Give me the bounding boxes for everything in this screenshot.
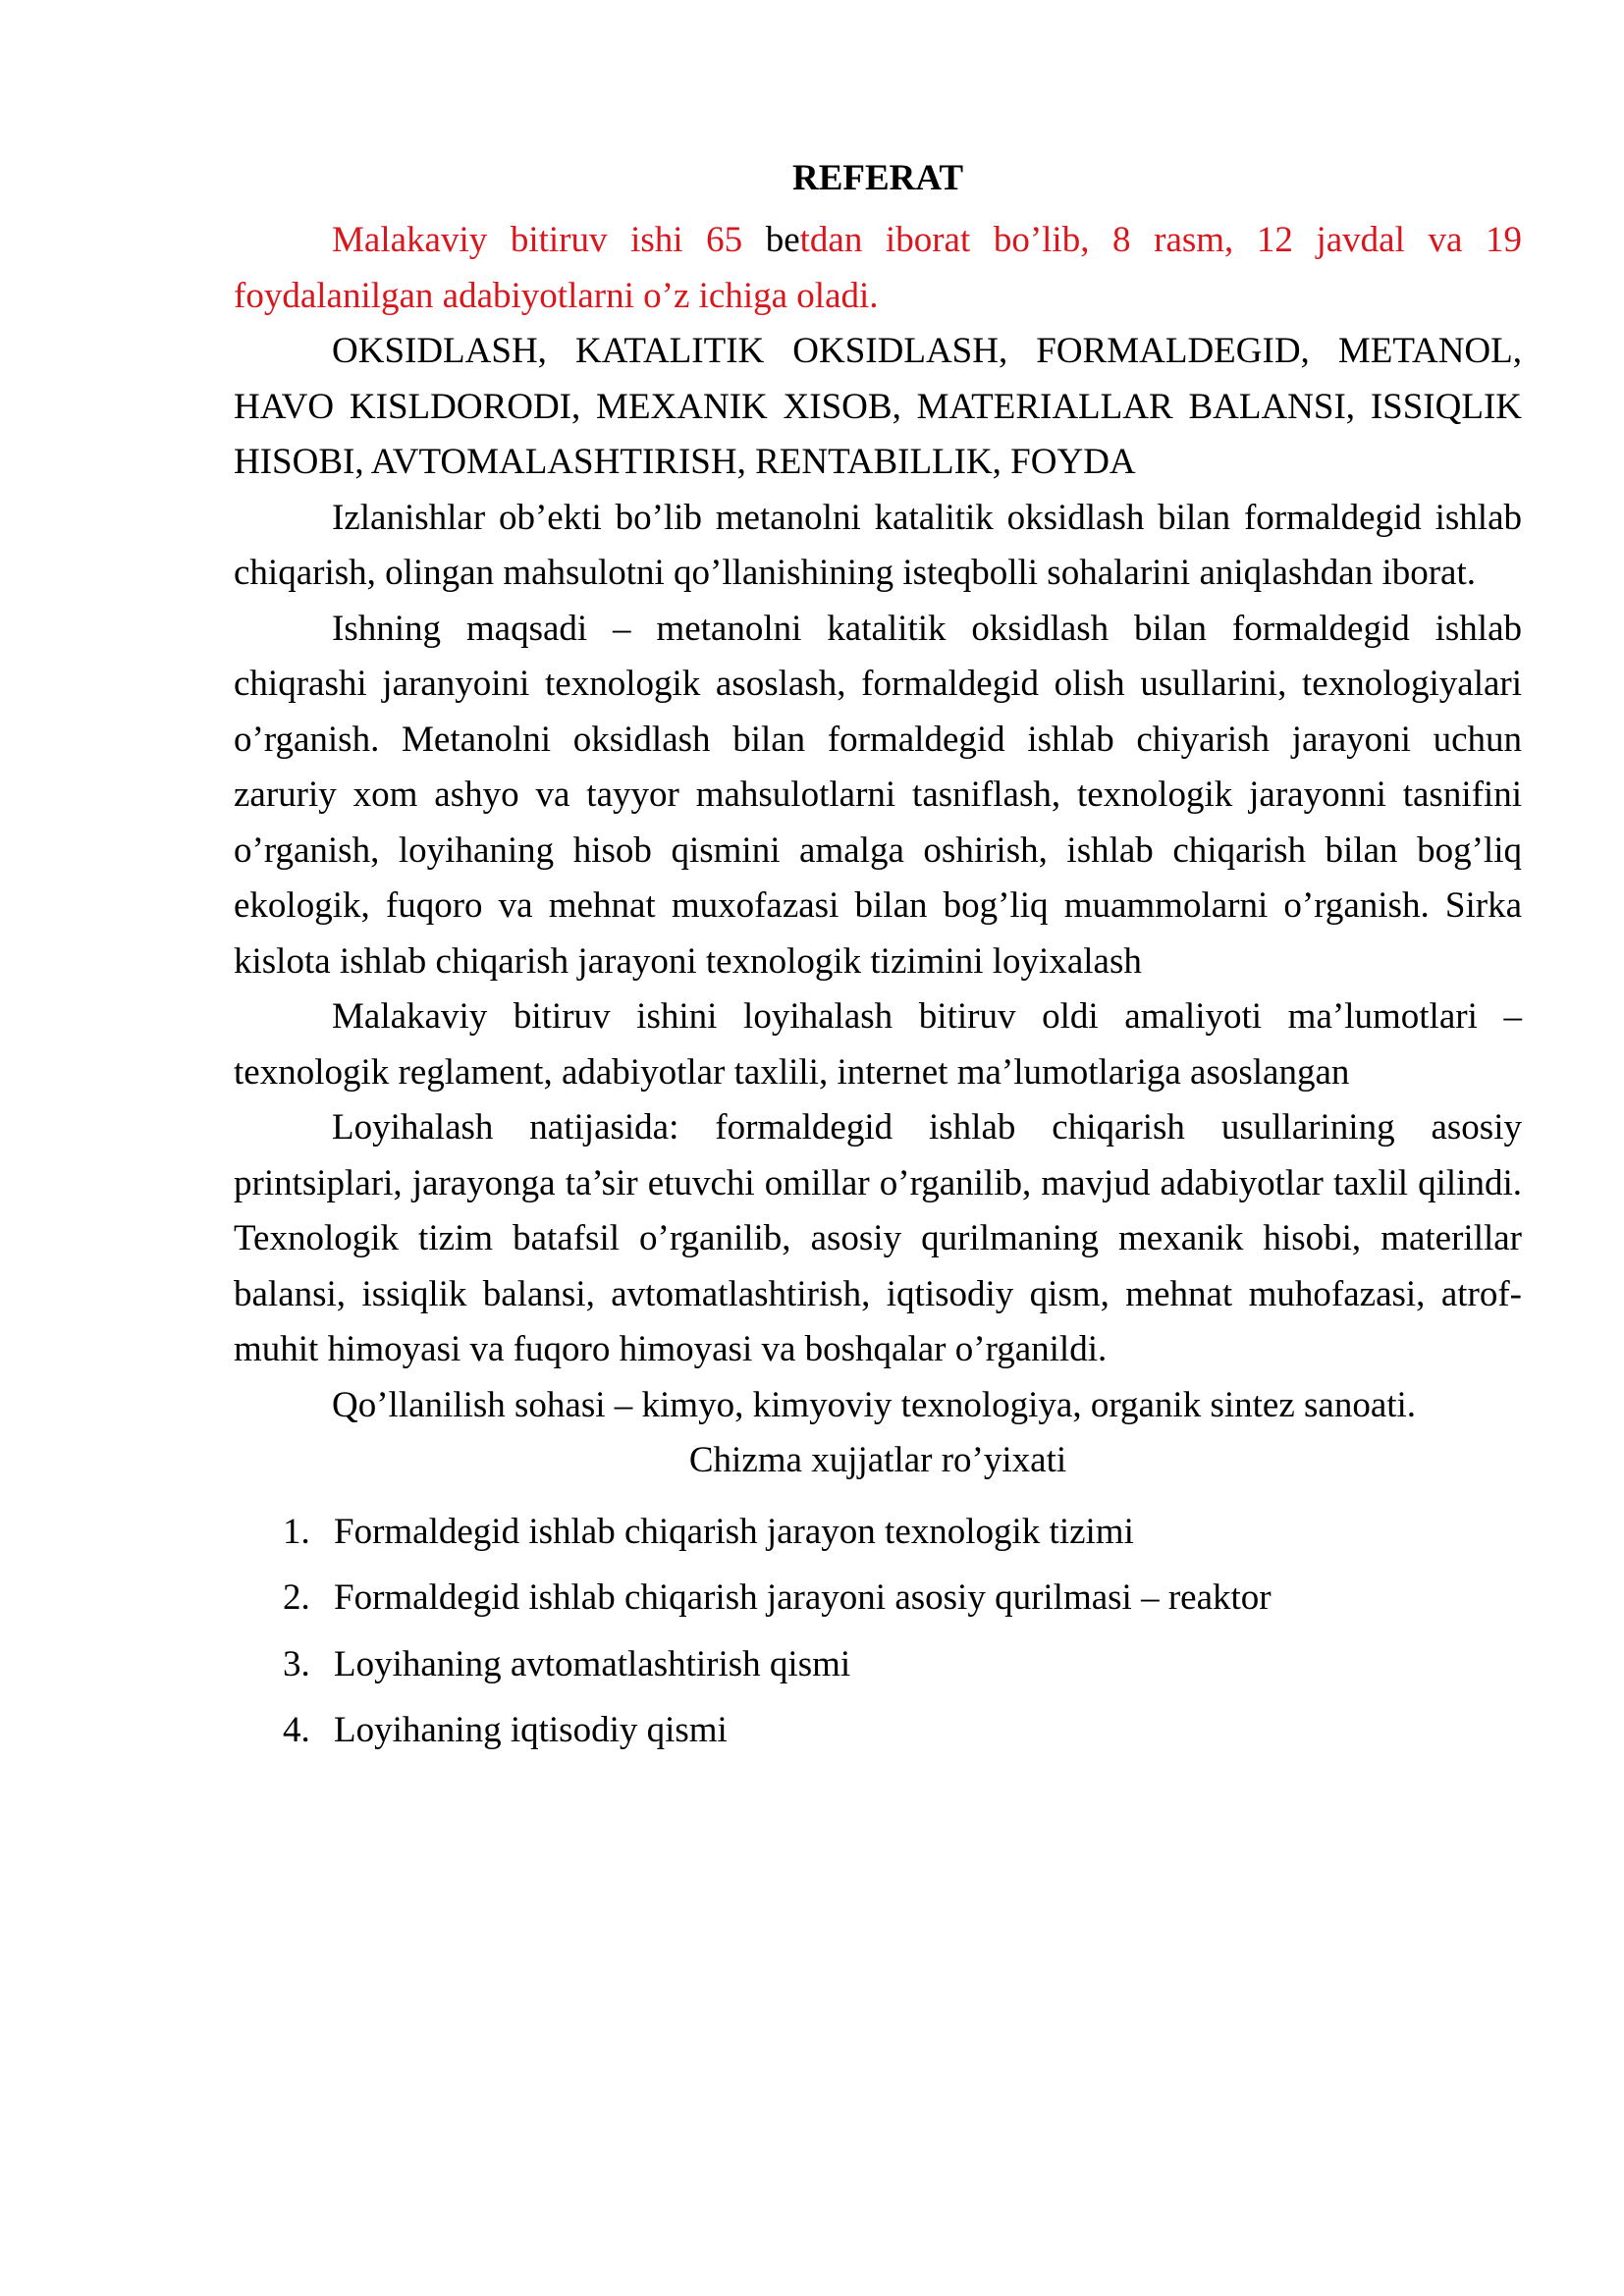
intro-paragraph: [234, 213, 1522, 324]
list-item-number: 1.: [283, 1511, 310, 1552]
document-page: [234, 147, 1522, 1764]
list-item-number: 4.: [283, 1710, 310, 1750]
keywords-paragraph: OKSIDLASH, KATALITIK OKSIDLASH, FORMALDEGID, METANOL, HAVO KISLDORODI, MEXANIK XISOB, MATERIALLAR BALANSI, ISSIQLIK HISOBI, AVTOMALASHTIRISH, RENTABILLIK, FOYDA: [234, 331, 1522, 482]
list-item: [234, 1565, 1522, 1631]
intro-text-part1: Malakaviy bitiruv ishi 65: [332, 220, 766, 260]
list-item: [234, 1697, 1522, 1764]
list-item: [234, 1631, 1522, 1698]
drawings-list: [234, 1499, 1522, 1764]
application-paragraph: Qo’llanilish sohasi – kimyo, kimyoviy texnologiya, organik sintez sanoati.: [332, 1384, 1417, 1425]
drawings-heading: Chizma xujjatlar ro’yixati: [688, 1440, 1067, 1480]
page-title: REFERAT: [791, 158, 964, 198]
object-paragraph: Izlanishlar ob’ekti bo’lib metanolni katalitik oksidlash bilan formaldegid ishlab chiqarish, olingan mahsulotni qo’llanishining isteqbolli sohalarini aniqlashdan iborat.: [234, 497, 1522, 593]
list-item-text: Loyihaning iqtisodiy qismi: [334, 1710, 728, 1750]
list-item-number: 3.: [283, 1643, 310, 1684]
list-item: [234, 1499, 1522, 1566]
result-paragraph: Loyihalash natijasida: formaldegid ishlab chiqarish usullarining asosiy printsiplari, jarayonga ta’sir etuvchi omillar o’rganilib, mavjud adabiyotlar taxlil qilindi. Texnologik tizim batafsil o’rganilib, asosiy qurilmaning mexanik hisobi, materillar balansi, issiqlik balansi, avtomatlashtirish, iqtisodiy qism, mehnat muhofazasi, atrof-muhit himoyasi va fuqoro himoyasi va boshqalar o’rganildi.: [234, 1107, 1522, 1369]
intro-text-part3: tdan iborat bo’lib, 8 rasm, 12 javdal va 19 foydalanilgan adabiyotlarni o’z ichiga oladi.: [234, 220, 1522, 316]
basis-paragraph: Malakaviy bitiruv ishini loyihalash bitiruv oldi amaliyoti ma’lumotlari – texnologik reglament, adabiyotlar taxlili, internet ma’lumotlariga asoslangan: [234, 996, 1522, 1093]
intro-text-part2: be: [765, 220, 800, 260]
goal-paragraph: Ishning maqsadi – metanolni katalitik oksidlash bilan formaldegid ishlab chiqrashi jaranyoini texnologik asoslash, formaldegid olish usullarini, texnologiyalari o’rganish. Metanolni oksidlash bilan formaldegid ishlab chiyarish jarayoni uchun zaruriy xom ashyo va tayyor mahsulotlarni tasniflash, texnologik jarayonni tasnifini o’rganish, loyihaning hisob qismini amalga oshirish, ishlab chiqarish bilan bog’liq ekologik, fuqoro va mehnat muxofazasi bilan bog’liq muammolarni o’rganish. Sirka kislota ishlab chiqarish jarayoni texnologik tizimini loyixalash: [234, 608, 1522, 982]
list-item-text: Formaldegid ishlab chiqarish jarayoni asosiy qurilmasi – reaktor: [334, 1577, 1272, 1618]
list-item-number: 2.: [283, 1577, 310, 1618]
list-item-text: Formaldegid ishlab chiqarish jarayon texnologik tizimi: [334, 1511, 1134, 1552]
list-item-text: Loyihaning avtomatlashtirish qismi: [334, 1643, 851, 1684]
